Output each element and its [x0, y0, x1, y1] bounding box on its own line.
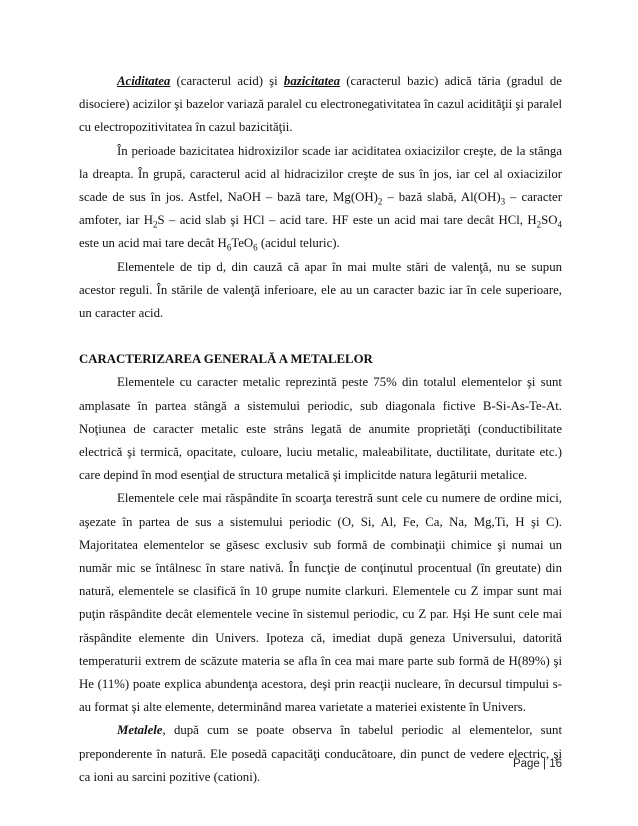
paragraph-text: , după cum se poate observa în tabelul periodic al elementelor, sunt preponderente în natură. Ele posedă capacităţi conducătoare, din punct de vedere electric, şi ca ioni au sarcini pozitive (cationi).: [79, 723, 562, 784]
paragraph-text: (caracterul acid) şi: [170, 74, 284, 88]
subscript: 2: [536, 219, 542, 230]
paragraph-text: (caracterul bazic) adică tăria (gradul de disociere) acizilor şi bazelor variază paralel cu electronegativitatea în cazul acidităţii şi paralel cu electropozitivitatea în cazul bazicităţii.: [79, 74, 562, 135]
page-number: Page | 16: [512, 758, 562, 770]
subscript: 6: [226, 242, 232, 253]
paragraph-text: (acidul teluric).: [257, 236, 340, 251]
paragraph-text: este un acid mai tare decât H: [79, 236, 227, 251]
paragraph-text: TeO: [231, 236, 254, 251]
subscript: 2: [377, 196, 383, 207]
term-bazicitatea: bazicitatea: [283, 74, 341, 88]
section-heading: CARACTERIZAREA GENERALĂ A METALELOR: [79, 352, 373, 367]
paragraph-periods: [79, 140, 562, 256]
paragraph-metals: [79, 719, 562, 789]
paragraph-text: În perioade bazicitatea hidroxizilor scade iar aciditatea oxiacizilor creşte, de la stânga la dreapta. În grupă, caracterul acid al hidracizilor creşte de sus în jos, iar cel al oxiacizilor scade de sus în jos. Astfel, NaOH – bază tare, Mg(OH): [79, 143, 562, 205]
paragraph-d-elements: Elementele de tip d, din cauză că apar în mai multe stări de valenţă, nu se supun acestor reguli. În stările de valenţă inferioare, ele au un caracter bazic iar în cele superioare, un caracter acid.: [79, 259, 562, 321]
paragraph-text: SO: [541, 213, 558, 228]
term-aciditatea: Aciditatea: [117, 74, 171, 88]
subscript: 3: [500, 196, 506, 207]
paragraph-text: – bază slabă, Al(OH): [382, 190, 501, 205]
subscript: 2: [152, 219, 158, 230]
document-body: [79, 70, 562, 789]
subscript: 6: [253, 242, 258, 253]
paragraph-text: S – acid slab şi HCl – acid tare. HF este un acid mai tare decât HCl, H: [157, 213, 537, 228]
paragraph-acidity: [79, 70, 562, 140]
paragraph-text: – caracter amfoter, iar H: [79, 190, 562, 228]
section-spacer: [79, 325, 562, 348]
term-metalele: Metalele: [117, 723, 163, 738]
paragraph-metallic-character: Elementele cu caracter metalic reprezintă peste 75% din totalul elementelor şi sunt amplasate în partea stângă a sistemului periodic, sub diagonala fictive B-Si-As-Te-At. Noţiunea de caracter metalic este strâns legată de anumite proprietăţi (conductibilitate electrică şi termică, opacitate, culoare, luciu metalic, maleabilitate, ductilitate, duritate etc.) care depind în mod esenţial de structura metalică şi implicitde natura legăturii metalice.: [79, 375, 562, 483]
paragraph-abundance: Elementele cele mai răspândite în scoarţa terestră sunt cele cu numere de ordine mici, aşezate în partea de sus a sistemului periodic (O, Si, Al, Fe, Ca, Na, Mg,Ti, H şi C). Majoritatea elementelor se găsesc exclusiv sub formă de combinaţii chimice şi numai un număr mic se întâlnesc în stare nativă. În funcţie de conţinutul procentual (în greutate) din natură, elementele se clasifică în 10 grupe numite clarkuri. Elementele cu Z impar sunt mai puţin răspândite decât elementele vecine în sistemul periodic, cu Z par. Hşi He sunt cele mai răspândite elemente din Univers. Ipoteza că, imediat după geneza Universului, datorită temperaturii extrem de scăzute materia se afla în cea mai mare parte sub formă de H(89%) şi He (11%) poate explica abundenţa acestora, deşi prin reacţii nucleare, în decursul timpului s-au format şi alte elemente, determinând marea varietate a materiei existente în Univers.: [79, 491, 562, 715]
subscript: 4: [557, 219, 562, 230]
